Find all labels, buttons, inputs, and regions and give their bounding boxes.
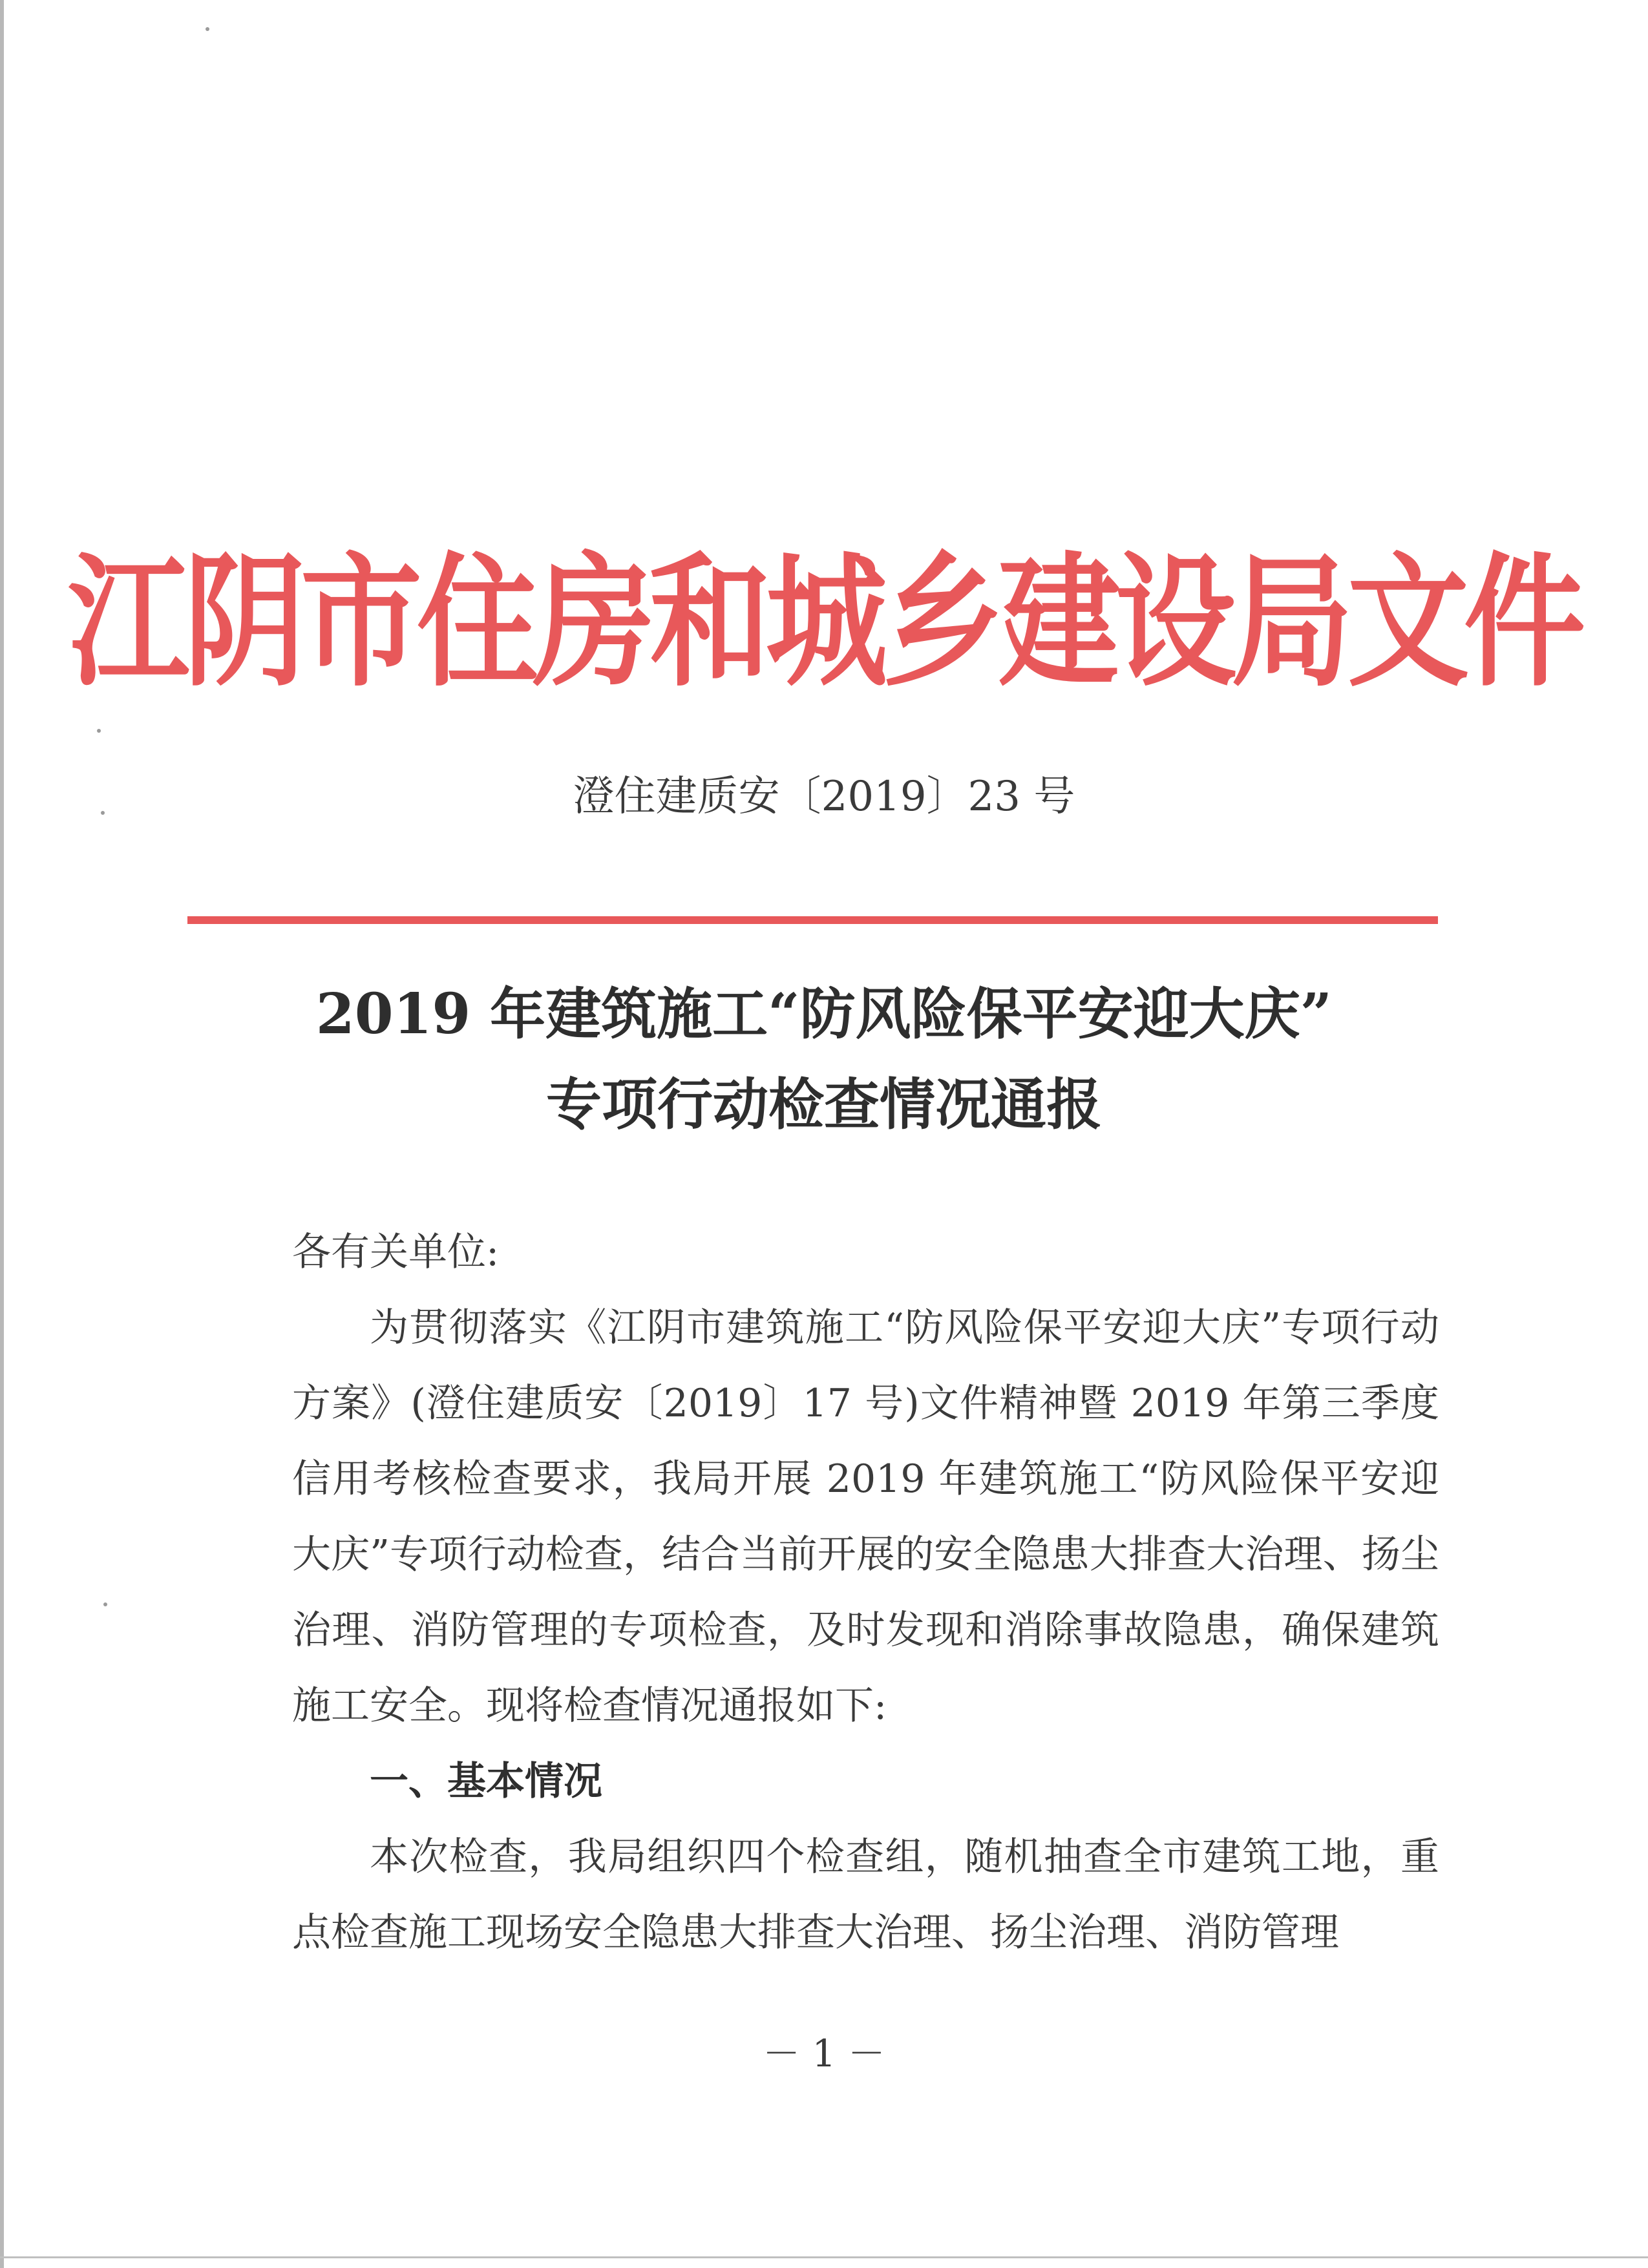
document-body (292, 1215, 1439, 1971)
intro-paragraph: 为贯彻落实《江阴市建筑施工“防风险保平安迎大庆”专项行动方案》(澄住建质安〔2019〕17 号)文件精神暨 2019 年第三季度信用考核检查要求，我局开展 2019 年建筑施工“防风险保平安迎大庆”专项行动检查，结合当前开展的安全隐患大排查大治理、扬尘治理、消防管理的专项检查，及时发现和消除事故隐患，确保建筑施工安全。现将检查情况通报如下: (292, 1305, 1439, 1728)
document-title (0, 969, 1648, 1150)
document-number: 澄住建质安〔2019〕23 号 (573, 773, 1075, 821)
section-paragraph-basic-situation: 本次检查，我局组织四个检查组，随机抽查全市建筑工地，重点检查施工现场安全隐患大排查大治理、扬尘治理、消防管理 (292, 1834, 1439, 1955)
page-number: － 1 － (763, 2032, 885, 2075)
section-heading-basic-situation: 一、基本情况 (370, 1759, 602, 1804)
scan-speck (206, 27, 209, 31)
scan-speck (97, 729, 101, 733)
agency-red-header: 江阴市住房和城乡建设局文件 (68, 538, 1580, 707)
salutation: 各有关单位: (292, 1230, 500, 1275)
scan-speck (103, 1602, 107, 1606)
document-title-line-1: 2019 年建筑施工“防风险保平安迎大庆” (315, 982, 1333, 1047)
document-title-line-2: 专项行动检查情况通报 (546, 1072, 1102, 1137)
red-divider-line (187, 916, 1438, 924)
scan-edge-bottom (0, 2256, 1648, 2258)
